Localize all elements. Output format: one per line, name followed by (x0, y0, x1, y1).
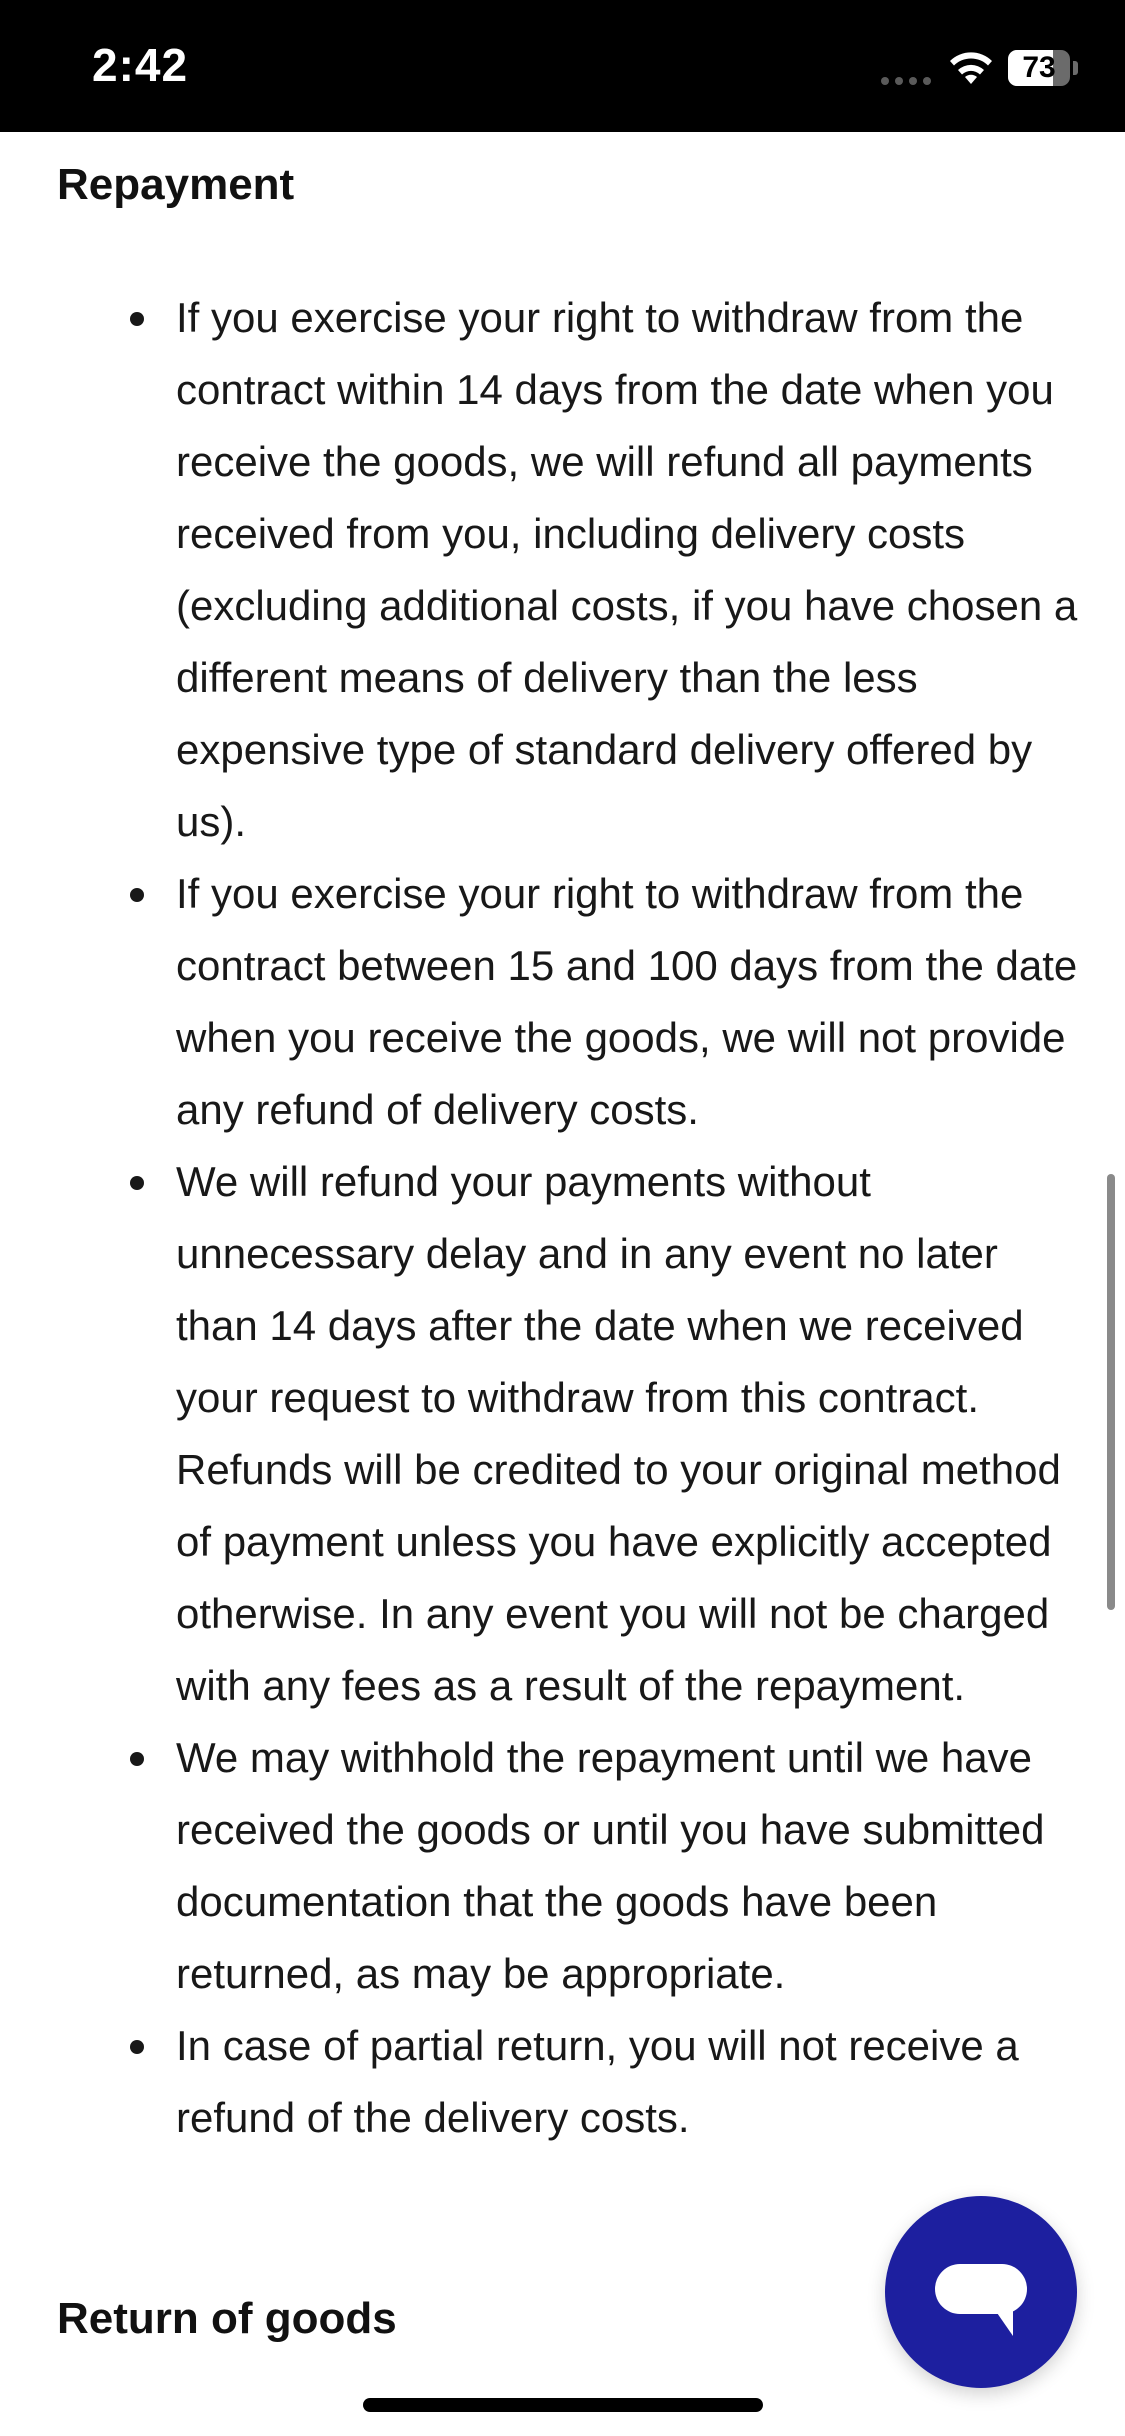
status-time: 2:42 (92, 39, 189, 91)
battery-body (1008, 50, 1070, 86)
battery-cap (1073, 61, 1078, 75)
section-heading-return-of-goods: Return of goods (57, 2294, 397, 2343)
list-item (0, 282, 1125, 858)
signal-dots-icon (880, 76, 932, 86)
list-item-text: If you exercise your right to withdraw from the contract between 15 and 100 days from the date when you receive the goods, we will not provide any refund of delivery costs. (176, 870, 1078, 1133)
list-item (0, 2010, 1125, 2154)
list-item (0, 1722, 1125, 2010)
repayment-list (0, 282, 1125, 2154)
wifi-icon (946, 48, 996, 88)
list-item (0, 858, 1125, 1146)
status-bar (0, 0, 1125, 132)
battery-icon (1008, 50, 1078, 86)
bullet-icon (130, 888, 144, 902)
section-heading-repayment: Repayment (57, 160, 295, 209)
list-item (0, 1146, 1125, 1722)
bullet-icon (130, 1752, 144, 1766)
list-item-text: If you exercise your right to withdraw from the contract within 14 days from the date when you receive the goods, we will refund all payments received from you, including delivery costs (excluding additional costs, if you have chosen a different means of delivery than the less expensive type of standard delivery offered by us). (176, 294, 1078, 845)
policy-content[interactable] (0, 132, 1125, 2436)
chat-button[interactable] (885, 2196, 1077, 2388)
scrollbar[interactable] (1107, 1174, 1115, 1610)
home-indicator[interactable] (363, 2398, 763, 2412)
list-item-text: In case of partial return, you will not receive a refund of the delivery costs. (176, 2022, 1019, 2141)
chat-bubble-icon (933, 2262, 1029, 2342)
bullet-icon (130, 1176, 144, 1190)
bullet-icon (130, 312, 144, 326)
list-item-text: We will refund your payments without unnecessary delay and in any event no later than 14 days after the date when we received your request to withdraw from this contract. Refunds will be credited to your original method of payment unless you have explicitly accepted otherwise. In any event you will not be charged with any fees as a result of the repayment. (176, 1158, 1061, 1709)
battery-level: 73 (1022, 51, 1056, 84)
bullet-icon (130, 2040, 144, 2054)
list-item-text: We may withhold the repayment until we have received the goods or until you have submitted documentation that the goods have been returned, as may be appropriate. (176, 1734, 1045, 1997)
